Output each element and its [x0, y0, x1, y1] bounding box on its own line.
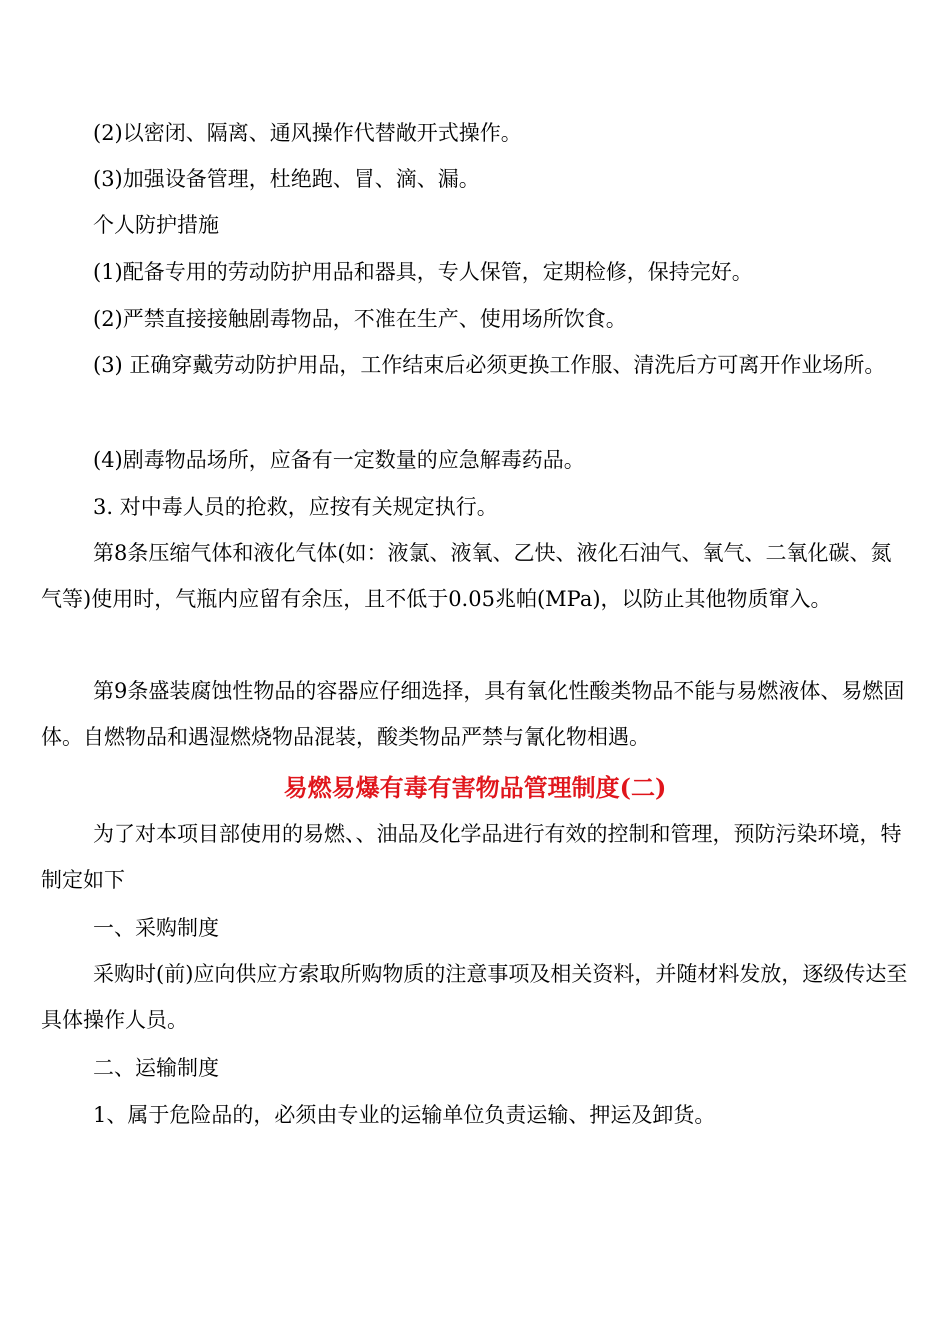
section-heading: 个人防护措施 [93, 213, 219, 237]
paragraph: (2)严禁直接接触剧毒物品，不准在生产、使用场所饮食。 [93, 307, 627, 331]
paragraph: 采购时(前)应向供应方索取所购物质的注意事项及相关资料，并随材料发放，逐级传达至具体操作人员。 [41, 962, 908, 1032]
paragraph: (1)配备专用的劳动防护用品和器具，专人保管，定期检修，保持完好。 [93, 260, 753, 284]
section-heading: 一、采购制度 [93, 916, 219, 940]
paragraph: (2)以密闭、隔离、通风操作代替敞开式操作。 [93, 121, 522, 145]
paragraph: 第9条盛装腐蚀性物品的容器应仔细选择，具有氧化性酸类物品不能与易燃液体、易燃固体。自燃物品和遇湿燃烧物品混装，酸类物品严禁与氰化物相遇。 [41, 679, 905, 749]
paragraph: 3. 对中毒人员的抢救，应按有关规定执行。 [93, 495, 498, 519]
paragraph: (4)剧毒物品场所，应备有一定数量的应急解毒药品。 [93, 448, 585, 472]
paragraph: 1、属于危险品的，必须由专业的运输单位负责运输、押运及卸货。 [93, 1103, 716, 1127]
paragraph: 为了对本项目部使用的易燃、、油品及化学品进行有效的控制和管理，预防污染环境，特制定如下 [41, 822, 902, 892]
paragraph: (3)加强设备管理，杜绝跑、冒、滴、漏。 [93, 167, 480, 191]
paragraph: 第8条压缩气体和液化气体(如：液氯、液氧、乙快、液化石油气、氧气、二氧化碳、氮气等)使用时，气瓶内应留有余压，且不低于0.05兆帕(MPa)，以防止其他物质窜入。 [41, 541, 892, 611]
paragraph: (3) 正确穿戴劳动防护用品，工作结束后必须更换工作服、清洗后方可离开作业场所。 [93, 353, 886, 377]
document-title: 易燃易爆有毒有害物品管理制度(二) [283, 773, 667, 802]
section-heading: 二、运输制度 [93, 1056, 219, 1080]
